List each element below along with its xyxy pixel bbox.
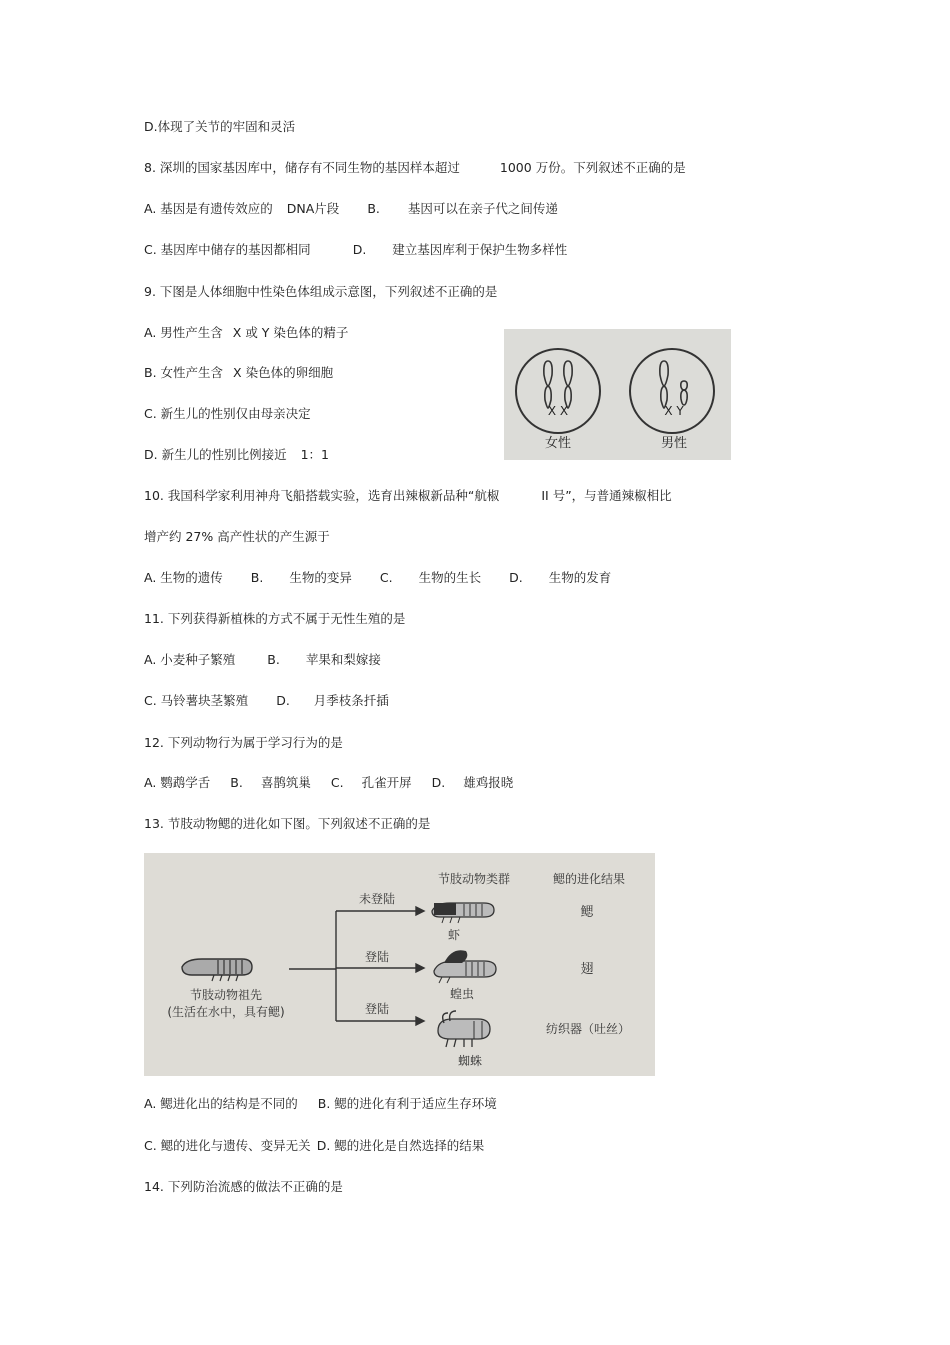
female-chromosomes — [544, 361, 572, 408]
female-cell — [516, 349, 600, 433]
ancestor-icon — [182, 959, 252, 981]
text: 11. 下列获得新植株的方式不属于无性生殖的是 — [144, 611, 406, 626]
q12-stem — [144, 735, 343, 751]
q9-option-c — [144, 406, 311, 422]
text: D. 新生儿的性别比例接近 — [144, 447, 287, 462]
sex-chromosome-figure — [504, 329, 731, 460]
text: D. — [509, 570, 523, 585]
column-header-group: 节肢动物类群 — [437, 872, 511, 886]
female-label: 女性 — [544, 436, 572, 451]
text: A. 生物的遗传 — [144, 570, 223, 585]
text: C. 新生儿的性别仅由母亲决定 — [144, 406, 311, 421]
q7-option-d — [144, 119, 295, 135]
q13-options-cd — [144, 1138, 484, 1154]
text: X 或 Y 染色体的精子 — [232, 325, 349, 340]
q9-option-a — [144, 325, 348, 341]
text: DNA片段 — [286, 201, 340, 216]
branch-arrows — [289, 907, 424, 1025]
gill-evolution-figure — [144, 853, 655, 1076]
text: II 号”，与普通辣椒相比 — [541, 488, 672, 503]
text: 建立基因库利于保护生物多样性 — [392, 242, 568, 257]
q10-stem — [144, 488, 672, 504]
animal-label-locust: 蝗虫 — [449, 987, 475, 1001]
q11-stem — [144, 611, 405, 627]
text: D. — [431, 775, 446, 790]
animal-label-shrimp: 虾 — [447, 928, 461, 942]
text: C. 马铃薯块茎繁殖 — [144, 693, 249, 708]
text: D. — [276, 693, 290, 708]
text: 9. 下图是人体细胞中性染色体组成示意图，下列叙述不正确的是 — [144, 284, 498, 299]
branch-label-1: 未登陆 — [358, 892, 396, 906]
branch-label-3: 登陆 — [364, 1002, 390, 1016]
text: 喜鹊筑巢 — [260, 775, 311, 790]
male-label: 男性 — [660, 436, 688, 451]
text: B. — [250, 570, 264, 585]
text: B. — [367, 201, 380, 216]
text: A. 小麦种子繁殖 — [144, 652, 236, 667]
q13-options-ab — [144, 1096, 497, 1112]
text: B. 鳃的进化有利于适应生存环境 — [317, 1096, 497, 1111]
text: 8. 深圳的国家基因库中，储存有不同生物的基因样本超过 — [144, 160, 460, 175]
male-cell — [630, 349, 714, 433]
text: A. 男性产生含 — [144, 325, 223, 340]
animal-label-spider: 蜘蛛 — [457, 1054, 483, 1068]
ancestor-note: (生活在水中，具有鳃) — [167, 1005, 285, 1019]
text: 孔雀开屏 — [361, 775, 412, 790]
text: 1000 万份。下列叙述不正确的是 — [499, 160, 686, 175]
text: 10. 我国科学家利用神舟飞船搭载实验，选育出辣椒新品种“航椒 — [144, 488, 500, 503]
text: D. — [352, 242, 367, 257]
text: B. — [267, 652, 280, 667]
text: 雄鸡报晓 — [463, 775, 514, 790]
result-label-wing: 翅 — [580, 962, 594, 977]
male-chromosomes — [660, 361, 687, 408]
text: 生物的发育 — [548, 570, 612, 585]
q13-stem — [144, 816, 430, 832]
text: 14. 下列防治流感的做法不正确的是 — [144, 1179, 343, 1194]
branch-label-2: 登陆 — [364, 950, 390, 964]
q10-stem-cont — [144, 529, 330, 545]
text: B. 女性产生含 — [144, 365, 224, 380]
spider-icon — [438, 1011, 490, 1047]
column-header-result: 鳃的进化结果 — [552, 872, 626, 886]
text: C. — [330, 775, 344, 790]
q12-options — [144, 775, 513, 791]
q10-options — [144, 570, 611, 586]
text: C. 基因库中储存的基因都相同 — [144, 242, 311, 257]
gill-evolution-diagram — [144, 853, 655, 1076]
text: D. 鳃的进化是自然选择的结果 — [316, 1138, 485, 1153]
text: A. 鳃进化出的结构是不同的 — [144, 1096, 298, 1111]
locust-icon — [434, 950, 496, 983]
sex-chromosome-diagram — [504, 329, 731, 460]
text: B. — [230, 775, 243, 790]
text: 增产约 27% 高产性状的产生源于 — [144, 529, 330, 544]
result-label-gill: 鳃 — [580, 905, 594, 920]
q9-option-d — [144, 447, 329, 463]
text: C. 鳃的进化与遗传、变异无关 — [144, 1138, 311, 1153]
text: 生物的变异 — [289, 570, 352, 585]
text: 苹果和梨嫁接 — [305, 652, 381, 667]
text: 1：1 — [300, 447, 329, 462]
q8-options-ab — [144, 201, 558, 217]
q11-options-cd — [144, 693, 389, 709]
female-chromosome-label: X X — [547, 404, 569, 418]
q14-stem — [144, 1179, 343, 1195]
text: 13. 节肢动物鳃的进化如下图。下列叙述不正确的是 — [144, 816, 431, 831]
male-chromosome-label: X Y — [664, 404, 684, 418]
text: 月季枝条扦插 — [313, 693, 389, 708]
q11-options-ab — [144, 652, 381, 668]
text: C. — [379, 570, 393, 585]
text: 基因可以在亲子代之间传递 — [407, 201, 558, 216]
result-label-spinneret: 纺织器（吐丝） — [545, 1022, 631, 1036]
ancestor-label: 节肢动物祖先 — [189, 988, 263, 1002]
text: 生物的生长 — [418, 570, 482, 585]
text: D.体现了关节的牢固和灵活 — [144, 119, 296, 134]
text: X 染色体的卵细胞 — [233, 365, 334, 380]
q8-options-cd — [144, 242, 567, 258]
q9-stem — [144, 284, 497, 300]
text: A. 鹦鹉学舌 — [144, 775, 211, 790]
q8-stem — [144, 160, 686, 176]
text: 12. 下列动物行为属于学习行为的是 — [144, 735, 343, 750]
shrimp-icon — [432, 903, 494, 923]
text: A. 基因是有遗传效应的 — [144, 201, 273, 216]
q9-option-b — [144, 365, 333, 381]
